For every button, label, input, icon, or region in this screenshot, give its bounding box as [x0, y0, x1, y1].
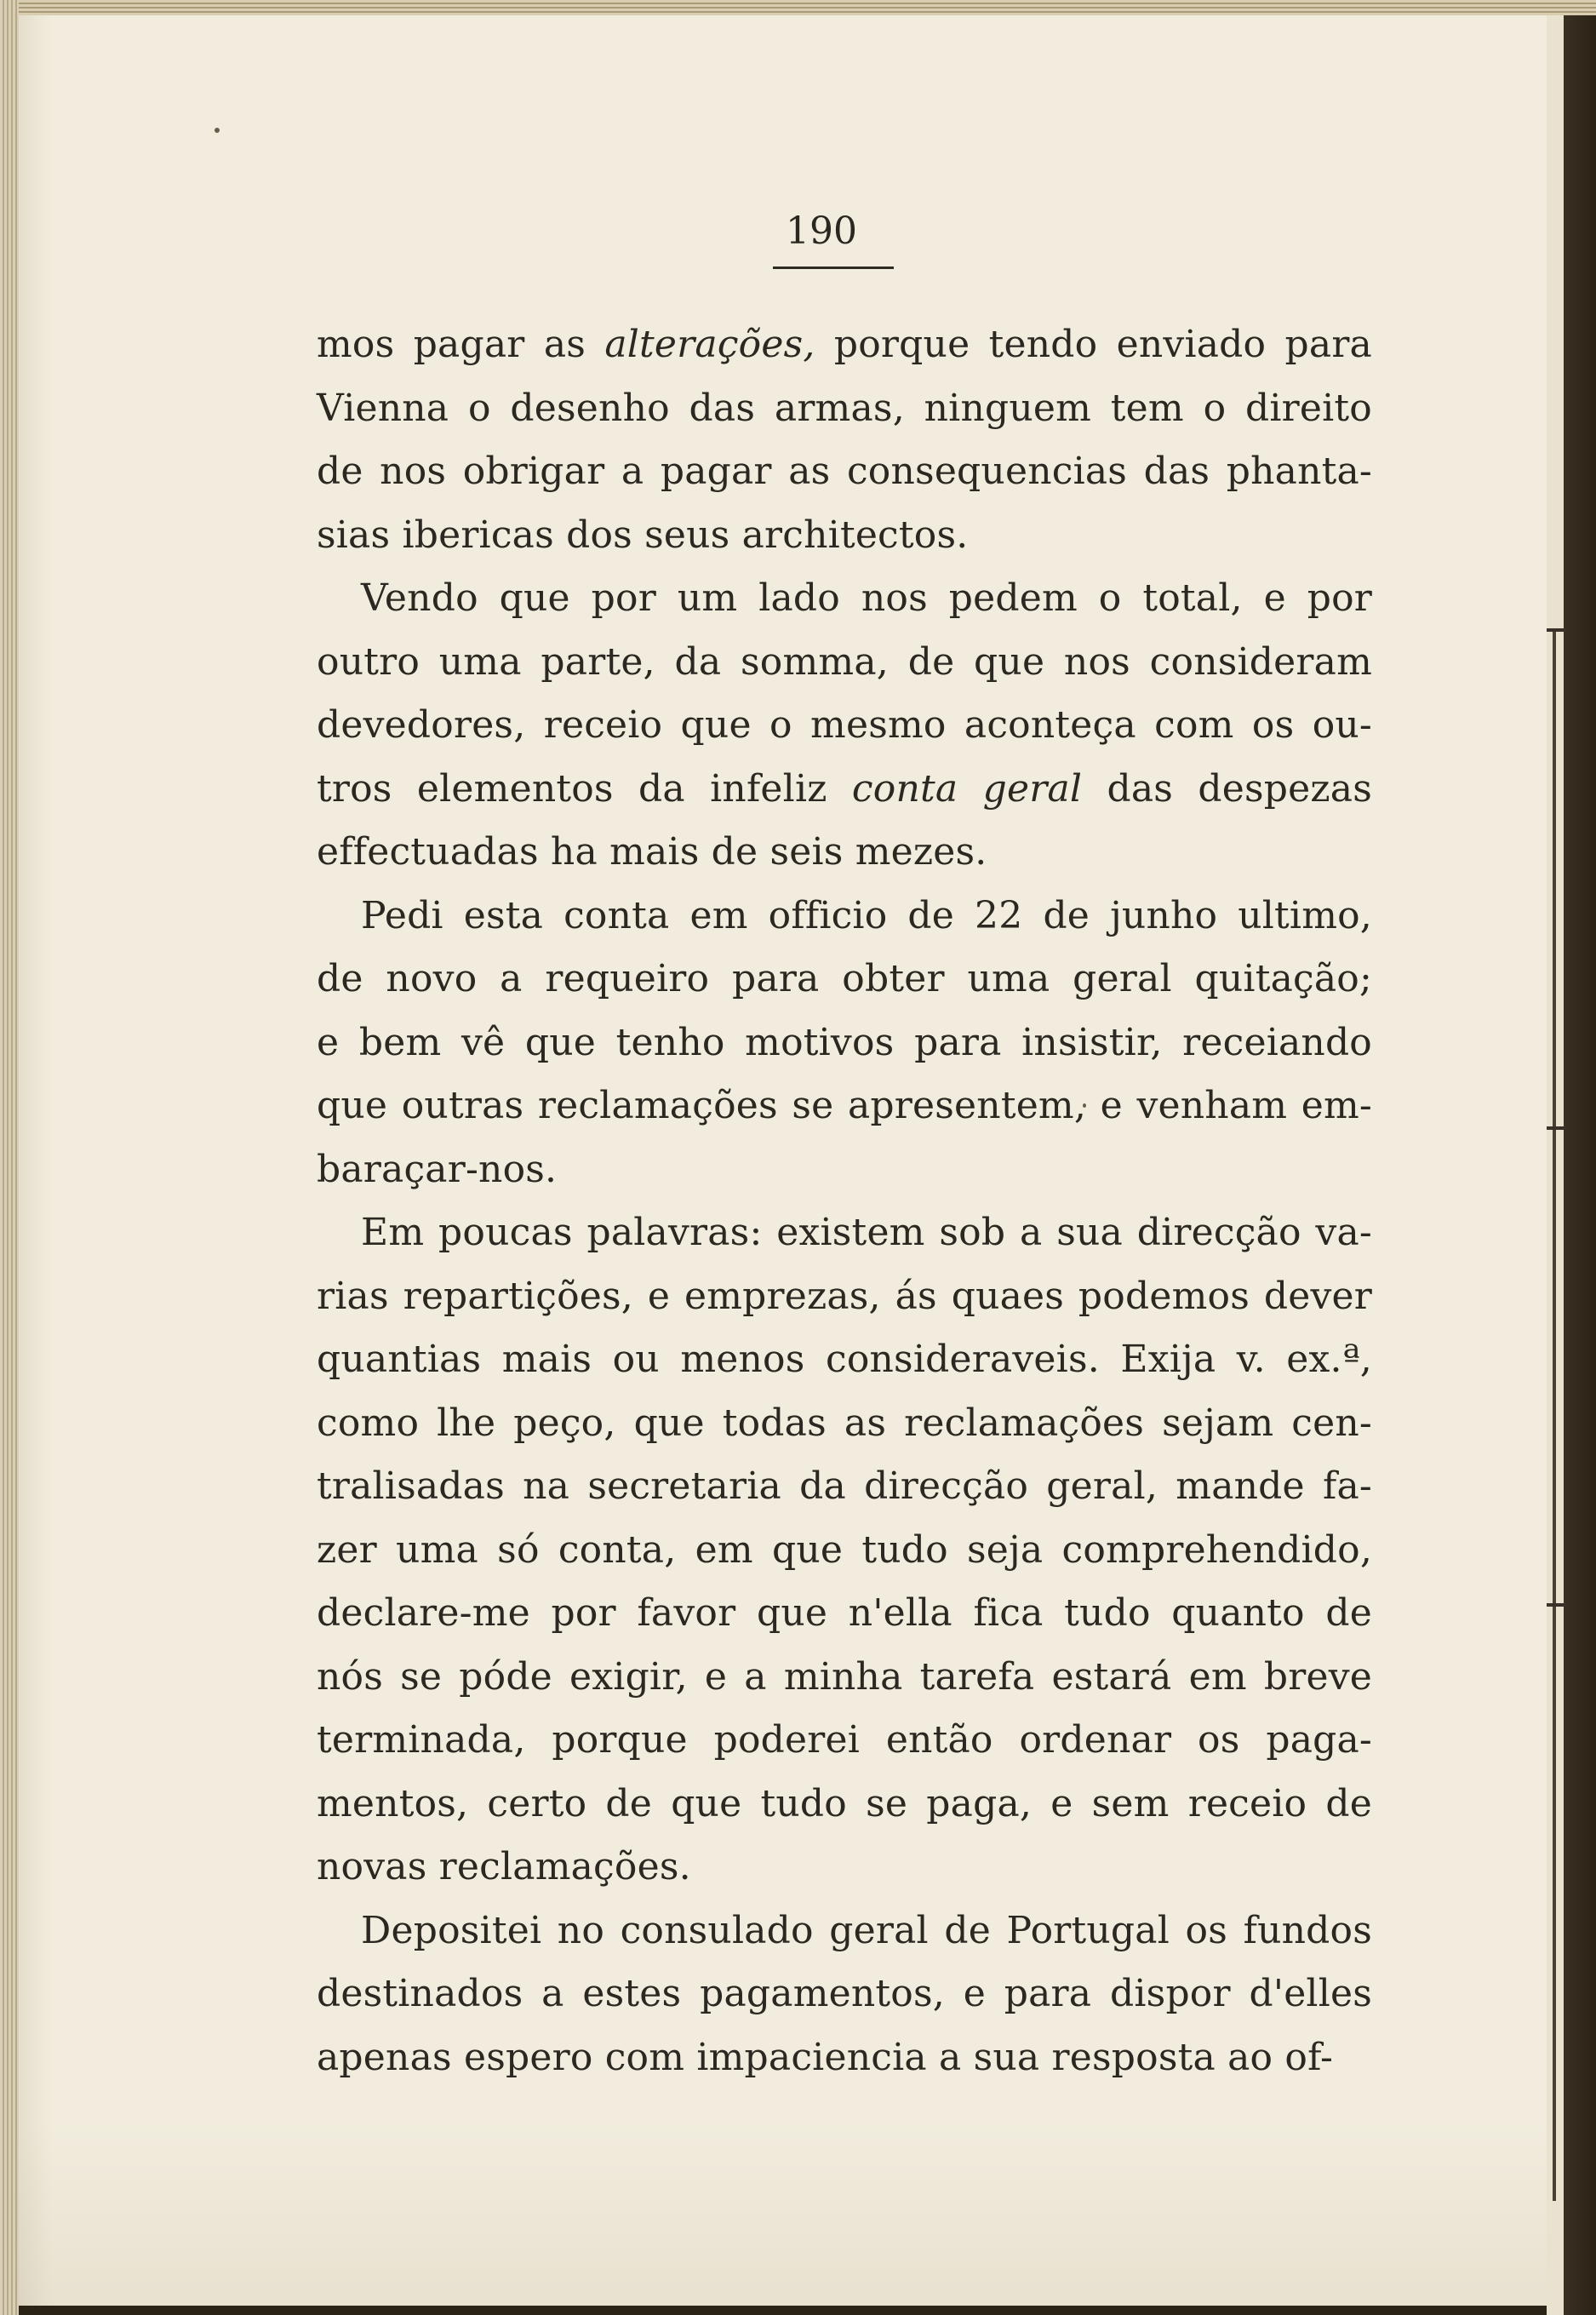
text-line: declare-me por favor que n'ella fica tudo quanto de	[317, 1591, 1372, 1635]
text-line: outro uma parte, da somma, de que nos consideram	[317, 639, 1372, 684]
page-number: 190	[786, 209, 857, 253]
text-line: rias repartições, e emprezas, ás quaes podemos dever	[317, 1274, 1372, 1318]
binding-thread	[1553, 1128, 1556, 1605]
text-line: mentos, certo de que tudo se paga, e sem receio de	[317, 1781, 1372, 1825]
text-line: Em poucas palavras: existem sob a sua direcção va-	[361, 1211, 1372, 1254]
text-run: mos pagar as	[317, 323, 605, 366]
text-line: baraçar-nos.	[317, 1147, 558, 1191]
text-line: como lhe peço, que todas as reclamações sejam cen-	[317, 1401, 1372, 1445]
text-line	[317, 758, 1372, 822]
text-line: e bem vê que tenho motivos para insistir, receiando	[317, 1020, 1372, 1064]
binding-thread	[1553, 630, 1556, 1128]
text-line: que outras reclamações se apresentem, e venham em-	[317, 1084, 1372, 1127]
text-line: quantias mais ou menos consideraveis. Exija v. ex.ª,	[317, 1338, 1372, 1381]
text-line: Vienna o desenho das armas, ninguem tem o direito	[317, 386, 1372, 430]
text-run: porque tendo enviado para	[815, 323, 1372, 366]
text-line: apenas espero com impaciencia a sua resposta ao of-	[317, 2035, 1334, 2079]
text-run: das despezas	[1082, 766, 1372, 811]
text-line: sias ibericas dos seus architectos.	[317, 513, 969, 557]
text-line: novas reclamações.	[317, 1845, 691, 1888]
text-line: de novo a requeiro para obter uma geral quitação;	[317, 957, 1372, 1000]
italic-run: conta geral	[851, 766, 1083, 811]
text-line: effectuadas ha mais de seis mezes.	[317, 830, 987, 874]
text-line: Depositei no consulado geral de Portugal os fundos	[361, 1908, 1372, 1952]
text-run: tros elementos da infeliz	[317, 766, 852, 811]
page-number-rule	[773, 266, 894, 269]
text-line: destinados a estes pagamentos, e para dispor d'elles	[317, 1972, 1372, 2015]
text-line: devedores, receio que o mesmo aconteça com os ou-	[317, 703, 1372, 747]
text-line: tralisadas na secretaria da direcção geral, mande fa-	[317, 1464, 1372, 1508]
text-line: de nos obrigar a pagar as consequencias das phanta-	[317, 450, 1372, 493]
binding-thread	[1553, 1605, 1556, 2201]
text-line: Pedi esta conta em officio de 22 de junho ultimo,	[361, 893, 1372, 937]
text-line	[317, 313, 1372, 377]
body-text	[317, 313, 1372, 2089]
text-line: Vendo que por um lado nos pedem o total, e por	[361, 576, 1372, 620]
book-left-edge	[0, 0, 19, 2315]
text-line: zer uma só conta, em que tudo seja comprehendido,	[317, 1527, 1372, 1572]
text-line: nós se póde exigir, e a minha tarefa estará em breve	[317, 1654, 1372, 1699]
text-line: terminada, porque poderei então ordenar os paga-	[317, 1718, 1372, 1762]
paper-speck	[215, 128, 220, 133]
book-top-edge	[0, 0, 1596, 15]
italic-run: alterações,	[604, 323, 815, 366]
